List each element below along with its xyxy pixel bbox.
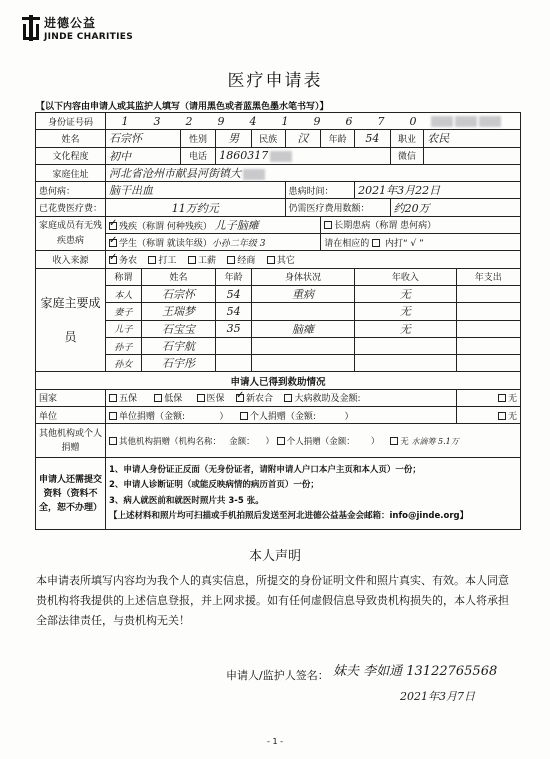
member-name[interactable]: 石宇彤 (141, 355, 216, 372)
farming-label: 务农 (119, 256, 138, 267)
family-member-row (36, 320, 521, 337)
family-col-name: 姓名 (141, 268, 216, 285)
redacted-block (479, 116, 501, 127)
gender-field[interactable]: 男 (216, 130, 252, 147)
unit-donation-close: ） (219, 411, 229, 422)
signature-field[interactable]: 妹夫 李如通 13122765568 (333, 664, 498, 679)
member-expense[interactable] (456, 320, 520, 337)
redacted-block (270, 151, 292, 162)
id-digit: 9 (313, 114, 321, 128)
id-row (36, 113, 521, 130)
family-member-row (36, 285, 521, 302)
cost-spent-label: 已花费医疗费： (36, 199, 106, 216)
other-income-checkbox[interactable] (267, 256, 275, 264)
age-label: 年龄 (321, 130, 355, 147)
application-table (35, 112, 521, 530)
major-illness-label: 大病救助及金额: (294, 394, 361, 405)
business-label: 经商 (237, 256, 256, 267)
jinde-logo (22, 14, 133, 42)
member-age[interactable] (216, 355, 252, 372)
family-col-age: 年龄 (216, 268, 252, 285)
family-col-income: 年收入 (355, 268, 457, 285)
major-illness-checkbox[interactable] (284, 394, 292, 402)
redacted-block (431, 116, 453, 127)
member-health[interactable]: 重病 (251, 285, 354, 302)
salary-label: 工薪 (197, 256, 216, 267)
org-donation-close: ） (265, 436, 274, 447)
income-source-row (36, 251, 521, 268)
address-value: 河北省沧州市献县河街镇大 (109, 167, 242, 181)
special-members-row-2 (36, 234, 521, 251)
logo-english-text: JINDE CHARITIES (44, 32, 133, 42)
labor-checkbox[interactable] (148, 256, 156, 264)
member-income[interactable] (355, 337, 457, 354)
student-label: 学生（称谓 就读年级） (119, 238, 212, 249)
name-row (36, 130, 521, 147)
jinde-logo-icon (22, 15, 40, 41)
material-item: 3、病人就医前和就医时照片共 3-5 张。 (109, 495, 264, 506)
redacted-block (243, 169, 265, 180)
individual-donation-checkbox[interactable] (277, 437, 285, 445)
material-item: 【上述材料和照片均可扫描或手机拍照后发送至河北进德公益基金会邮箱：info@jinde.org】 (109, 511, 469, 522)
cost-spent-field[interactable]: 11万约元 (106, 199, 285, 216)
member-name[interactable]: 石宝宝 (141, 320, 216, 337)
onset-label: 患病时间： (285, 182, 355, 199)
id-digit: 4 (249, 114, 257, 128)
xinnonghe-label: 新农合 (246, 394, 274, 405)
unit-donation-label: 单位捐赠（金额: (119, 411, 186, 422)
student-option[interactable] (106, 234, 321, 251)
member-name[interactable]: 王瑞梦 (141, 303, 216, 320)
signature-label: 申请人/监护人签名： (226, 669, 329, 682)
occupation-field[interactable]: 农民 (424, 130, 521, 147)
cost-row (36, 199, 521, 216)
none-label: 无 (507, 411, 517, 422)
member-age[interactable]: 35 (216, 320, 252, 337)
income-source-options (106, 251, 521, 268)
education-row (36, 147, 521, 164)
member-health[interactable] (251, 337, 354, 354)
wechat-label: 微信 (390, 147, 424, 164)
aid-section-header-row (36, 372, 521, 389)
logo-chinese-text: 进德公益 (44, 16, 97, 30)
wubao-checkbox[interactable] (109, 394, 117, 402)
onset-field[interactable]: 2021年3月22日 (355, 182, 521, 199)
state-aid-options (106, 389, 457, 406)
member-expense[interactable] (456, 355, 520, 372)
gender-label: 性别 (180, 130, 216, 147)
income-source-label: 收入来源 (36, 251, 106, 268)
id-digit: 0 (409, 114, 417, 128)
business-checkbox[interactable] (227, 256, 235, 264)
member-expense[interactable] (456, 337, 520, 354)
other-none-label: 无 (400, 436, 409, 447)
disabled-field: 儿子脑瘫 (214, 218, 259, 232)
other-aid-options (106, 424, 521, 458)
cost-needed-field[interactable]: 约20万 (390, 199, 520, 216)
disabled-option[interactable] (106, 216, 321, 233)
student-field: 小孙二年级 3 (211, 238, 266, 249)
illness-field[interactable]: 脑干出血 (106, 182, 285, 199)
yibao-checkbox[interactable] (197, 394, 205, 402)
member-relation[interactable]: 孙子 (106, 337, 142, 354)
form-title: 医疗申请表 (227, 71, 323, 91)
id-digit: 6 (345, 114, 353, 128)
material-item: 1、申请人身份证正反面（无身份证者，请附申请人户口本户主页和本人页）一份； (109, 464, 421, 475)
state-aid-label: 国家 (36, 389, 106, 406)
member-age[interactable]: 54 (216, 303, 252, 320)
id-digit: 2 (185, 114, 193, 128)
xinnonghe-checkbox[interactable] (236, 394, 244, 402)
occupation-label: 职业 (390, 130, 424, 147)
farming-checkbox[interactable] (109, 256, 117, 264)
chronic-label: 长期患病（称谓 患何病） (334, 221, 437, 232)
family-member-row (36, 355, 521, 372)
special-members-label: 家庭成员有无残疾患病 (36, 216, 106, 251)
none-checkbox[interactable] (498, 412, 506, 420)
personal-donation-close: ） (344, 411, 354, 422)
family-header-row (36, 268, 521, 285)
chronic-checkbox[interactable] (324, 221, 332, 229)
family-col-expense: 年支出 (456, 268, 520, 285)
none-checkbox[interactable] (498, 394, 506, 402)
labor-label: 打工 (158, 256, 177, 267)
special-members-row-1 (36, 216, 521, 233)
other-aid-note: 水滴筹 5.1万 (411, 436, 459, 446)
education-field[interactable]: 初中 (106, 147, 181, 164)
member-relation[interactable]: 妻子 (106, 303, 142, 320)
dibao-label: 低保 (164, 394, 183, 405)
age-field[interactable]: 54 (355, 130, 391, 147)
illness-label: 患何病： (36, 182, 106, 199)
member-name[interactable]: 石宇航 (141, 337, 216, 354)
member-relation[interactable]: 孙女 (106, 355, 142, 372)
address-label: 家庭住址 (36, 164, 106, 181)
unit-aid-row (36, 407, 521, 424)
phone-value: 1860317 (219, 149, 269, 163)
tick-hint-text: 请在相应的 (324, 238, 370, 249)
unit-aid-label: 单位 (36, 407, 106, 424)
member-income[interactable]: 无 (355, 303, 457, 320)
id-digit: 1 (121, 114, 129, 128)
dibao-checkbox[interactable] (154, 394, 162, 402)
member-income[interactable] (355, 355, 457, 372)
tick-hint (321, 234, 521, 251)
phone-field[interactable] (216, 147, 390, 164)
member-income[interactable]: 无 (355, 320, 457, 337)
chronic-option[interactable] (321, 216, 521, 233)
other-none-checkbox[interactable] (390, 437, 398, 445)
salary-checkbox[interactable] (188, 256, 196, 264)
cost-needed-label: 仍需医疗费用数额： (285, 199, 390, 216)
name-field[interactable]: 石宗怀 (106, 130, 181, 147)
student-checkbox[interactable] (109, 239, 117, 247)
id-digit: 7 (377, 114, 385, 128)
member-health[interactable] (251, 303, 354, 320)
other-aid-label: 其他机构或个人捐赠 (36, 424, 106, 458)
wubao-label: 五保 (119, 394, 138, 405)
materials-row (36, 458, 521, 530)
id-number-field[interactable] (106, 113, 521, 130)
tick-hint-box (372, 239, 380, 247)
wechat-field[interactable] (424, 147, 521, 164)
id-digit: 9 (217, 114, 225, 128)
member-age[interactable]: 54 (216, 285, 252, 302)
disabled-label: 残疾（称谓 何种残疾） (119, 221, 212, 232)
id-digit: 1 (281, 114, 289, 128)
other-income-label: 其它 (276, 256, 295, 267)
family-col-health: 身体状况 (251, 268, 354, 285)
individual-donation-close: ） (370, 436, 380, 447)
material-item: 2、申请人诊断证明（或能反映病情的病历首页）一份； (109, 480, 319, 491)
page-number: - 1 - (267, 737, 283, 746)
tick-hint-suffix: 内打“ √ ” (385, 238, 424, 249)
illness-row (36, 182, 521, 199)
personal-donation-checkbox[interactable] (240, 412, 248, 420)
member-health[interactable]: 脑瘫 (251, 320, 354, 337)
declaration-title: 本人声明 (248, 549, 301, 564)
family-member-row (36, 303, 521, 320)
family-member-row (36, 337, 521, 354)
member-age[interactable] (216, 337, 252, 354)
member-expense[interactable] (456, 303, 520, 320)
member-relation[interactable]: 儿子 (106, 320, 142, 337)
org-donation-label: 其他机构捐赠（机构名称： (119, 436, 222, 447)
member-relation[interactable]: 本人 (106, 285, 142, 302)
member-expense[interactable] (456, 285, 520, 302)
org-donation-checkbox[interactable] (109, 437, 117, 445)
address-field[interactable] (106, 164, 521, 181)
address-row (36, 164, 521, 181)
org-donation-amount-label: 金额： (229, 436, 255, 447)
family-label: 家庭主要成员 (36, 268, 106, 372)
name-label: 姓名 (36, 130, 106, 147)
personal-donation-label: 个人捐赠（金额: (249, 411, 316, 422)
individual-donation-label: 个人捐赠（金额： (286, 436, 355, 447)
unit-aid-options (106, 407, 457, 424)
state-aid-none[interactable] (456, 389, 520, 406)
member-name[interactable]: 石宗怀 (141, 285, 216, 302)
materials-list (106, 458, 521, 530)
unit-aid-none[interactable] (456, 407, 520, 424)
ethnicity-field[interactable]: 汉 (285, 130, 321, 147)
disabled-checkbox[interactable] (109, 222, 117, 230)
unit-donation-checkbox[interactable] (109, 412, 117, 420)
family-col-relation: 称谓 (106, 268, 142, 285)
form-instruction-note: 【以下内容由申请人或其监护人填写（请用黑色或者蓝黑色墨水笔书写）】 (36, 102, 329, 112)
member-income[interactable]: 无 (355, 285, 457, 302)
education-label: 文化程度 (36, 147, 106, 164)
redacted-block (455, 116, 477, 127)
none-label: 无 (507, 394, 517, 405)
state-aid-row (36, 389, 521, 406)
signature-date[interactable]: 2021年3月7日 (400, 690, 475, 703)
declaration-body: 本申请表所填写内容均为我个人的真实信息，所提交的身份证明文件和照片真实、有效。本人同意贵机构将我提供的上述信息登报，并上网求援。如有任何虚假信息导致贵机构损失的，本人将承担全部法律责任，与贵机构无关！ (36, 574, 509, 627)
id-label: 身份证号码 (36, 113, 106, 130)
ethnicity-label: 民族 (251, 130, 285, 147)
phone-label: 电话 (180, 147, 216, 164)
other-aid-row (36, 424, 521, 458)
member-health[interactable] (251, 355, 354, 372)
yibao-label: 医保 (206, 394, 225, 405)
aid-section-heading: 申请人已得到救助情况 (36, 372, 521, 389)
materials-label: 申请人还需提交资料（资料不全，恕不办理） (36, 458, 106, 530)
id-digit: 3 (153, 114, 161, 128)
